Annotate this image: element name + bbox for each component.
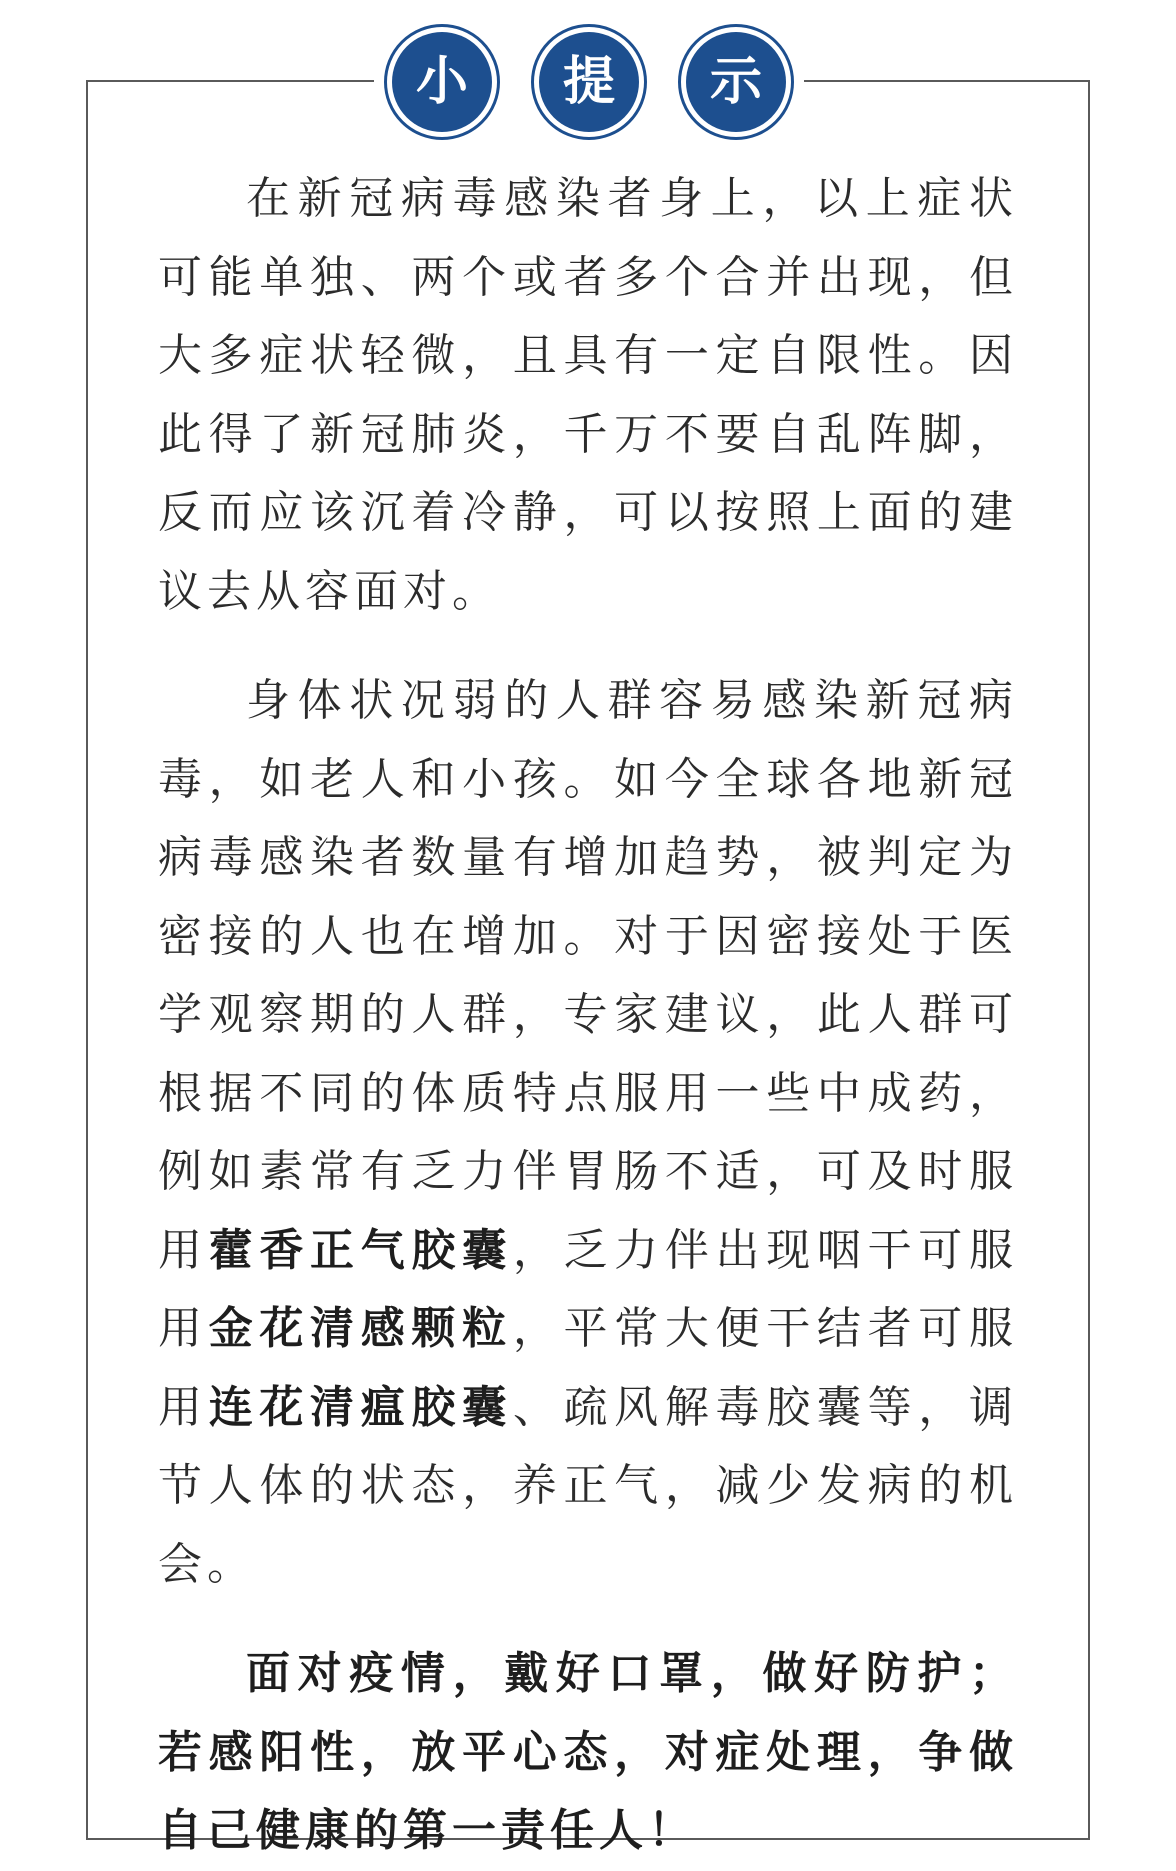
paragraph-text: ，乏力伴出现咽干可服用 (158, 1224, 1018, 1354)
title-char-3: 示 (686, 32, 786, 132)
paragraph-text: 身体状况弱的人群容易感染新冠病毒，如老人和小孩。如今全球各地新冠病毒感染者数量有增加趋势，被判定为密接的人也在增加。对于因密接处于医学观察期的人群，专家建议，此人群可根据不同的体质特点服用一些中成药，例如素常有乏力伴胃肠不适，可及时服用 (158, 675, 1018, 1276)
drug-name-lianhua: 连花清瘟胶囊 (208, 1381, 513, 1433)
tips-title (374, 20, 804, 144)
paragraph-self-limiting: 在新冠病毒感染者身上，以上症状可能单独、两个或者多个合并出现，但大多症状轻微，且具有一定自限性。因此得了新冠肺炎，千万不要自乱阵脚，反而应该沉着冷静，可以按照上面的建议去从容面对。 (158, 173, 1018, 617)
title-badge-3 (678, 24, 794, 140)
paragraph-closing-advice: 面对疫情，戴好口罩，做好防护；若感阳性，放平心态，对症处理，争做自己健康的第一责任人！ (158, 1648, 1018, 1856)
title-char-1: 小 (392, 32, 492, 132)
paragraph-text: 、疏风解毒胶囊等，调节人体的状态，养正气，减少发病的机会。 (158, 1381, 1018, 1590)
title-char-2: 提 (539, 32, 639, 132)
paragraph-text: ，平常大便干结者可服用 (158, 1303, 1018, 1433)
drug-name-jinhua: 金花清感颗粒 (208, 1303, 513, 1354)
tips-content (158, 160, 1018, 1871)
title-badge-1 (384, 24, 500, 140)
title-badge-2 (531, 24, 647, 140)
paragraph-close-contacts (158, 662, 1018, 1604)
drug-name-huoxiang: 藿香正气胶囊 (208, 1224, 513, 1276)
